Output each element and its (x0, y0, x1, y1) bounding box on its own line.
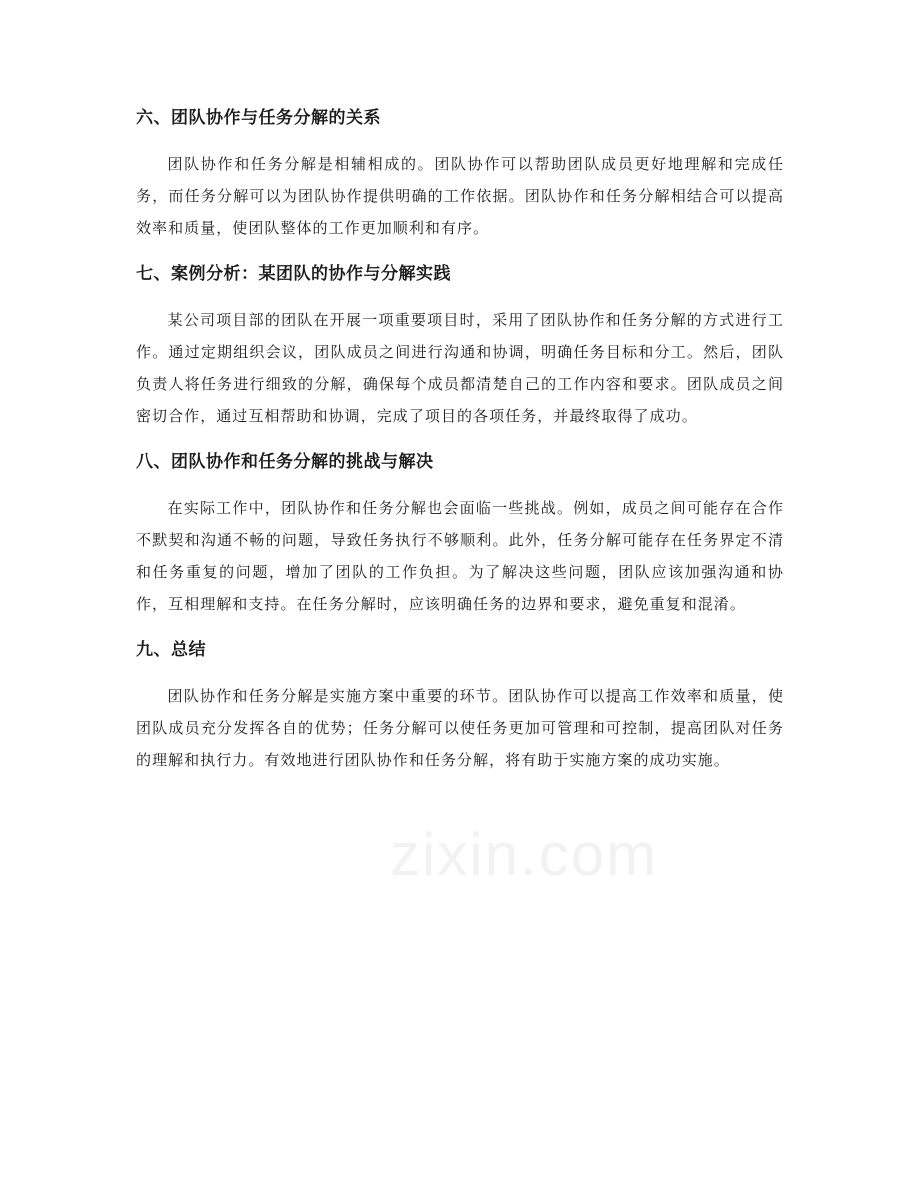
section-paragraph: 团队协作和任务分解是实施方案中重要的环节。团队协作可以提高工作效率和质量，使团队成员充分发挥各自的优势；任务分解可以使任务更加可管理和可控制，提高团队对任务的理解和执行力。有效地进行团队协作和任务分解，将有助于实施方案的成功实施。 (136, 687, 784, 769)
section-heading: 八、团队协作和任务分解的挑战与解决 (136, 452, 434, 472)
section-9 (136, 636, 784, 776)
section-6 (136, 104, 784, 244)
section-8 (136, 448, 784, 620)
section-paragraph: 某公司项目部的团队在开展一项重要项目时，采用了团队协作和任务分解的方式进行工作。通过定期组织会议，团队成员之间进行沟通和协调，明确任务目标和分工。然后，团队负责人将任务进行细致的分解，确保每个成员都清楚自己的工作内容和要求。团队成员之间密切合作，通过互相帮助和协调，完成了项目的各项任务，并最终取得了成功。 (136, 311, 784, 425)
section-heading: 七、案例分析：某团队的协作与分解实践 (136, 264, 451, 284)
section-paragraph: 团队协作和任务分解是相辅相成的。团队协作可以帮助团队成员更好地理解和完成任务，而任务分解可以为团队协作提供明确的工作依据。团队协作和任务分解相结合可以提高效率和质量，使团队整体的工作更加顺利和有序。 (136, 155, 784, 237)
watermark: zixin.com (390, 821, 659, 888)
section-paragraph: 在实际工作中，团队协作和任务分解也会面临一些挑战。例如，成员之间可能存在合作不默契和沟通不畅的问题，导致任务执行不够顺利。此外，任务分解可能存在任务界定不清和任务重复的问题，增加了团队的工作负担。为了解决这些问题，团队应该加强沟通和协作，互相理解和支持。在任务分解时，应该明确任务的边界和要求，避免重复和混淆。 (136, 499, 784, 613)
section-heading: 九、总结 (136, 640, 206, 660)
section-heading: 六、团队协作与任务分解的关系 (136, 108, 381, 128)
section-7 (136, 260, 784, 432)
document-page (136, 104, 784, 776)
